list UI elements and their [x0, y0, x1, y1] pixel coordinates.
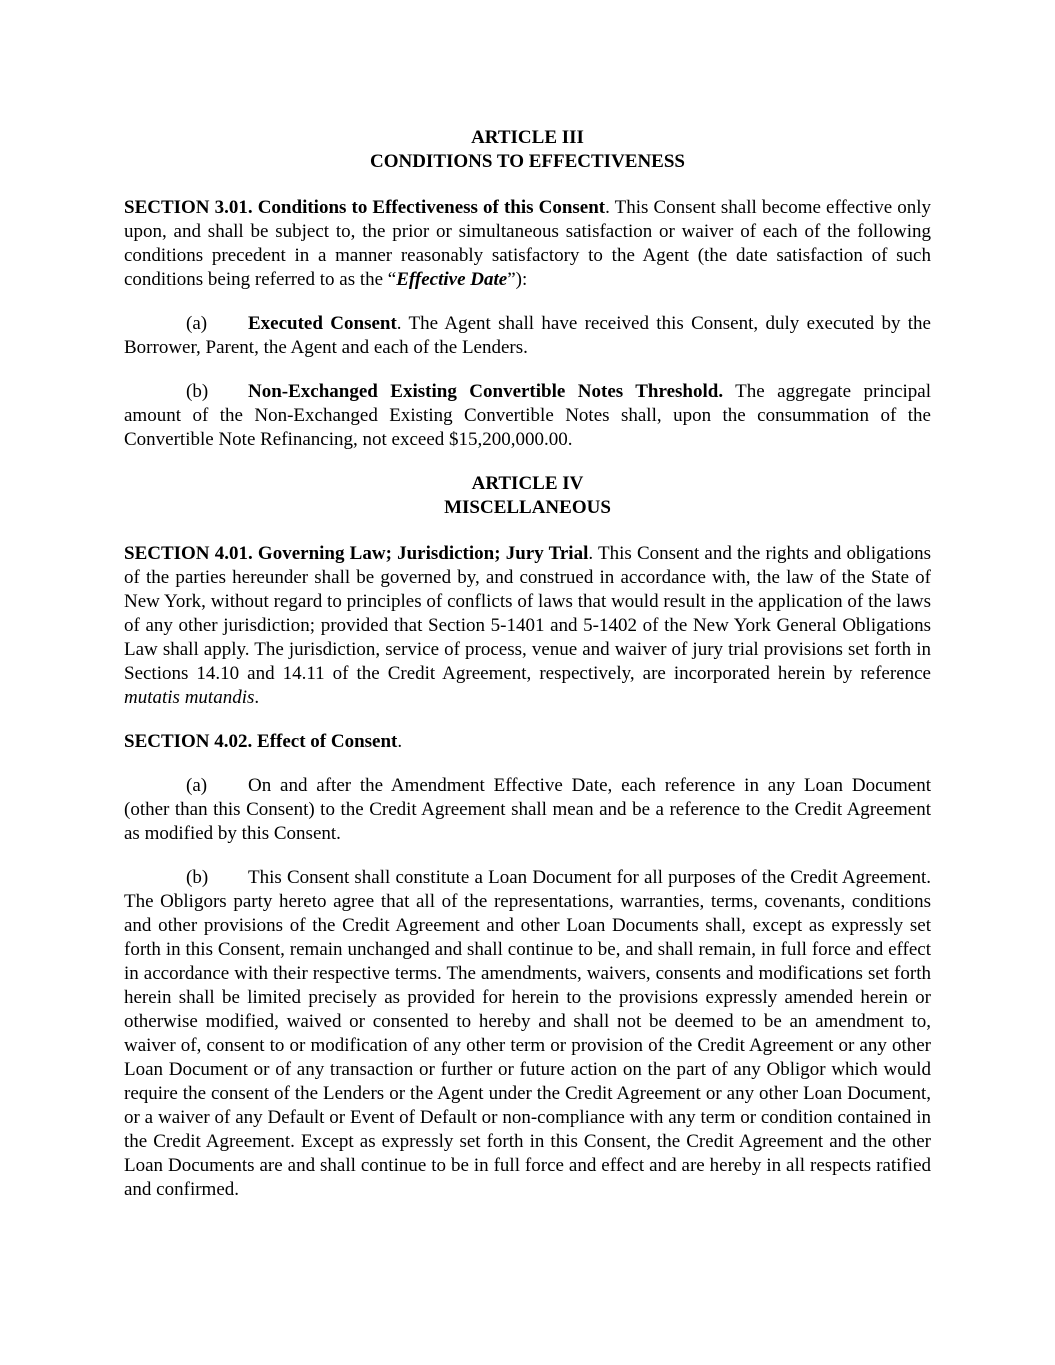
section-3-01-b-paragraph — [124, 380, 931, 452]
section-3-01-text: . This Consent shall become effective only upon, and shall be subject to, the prior or simultaneous satisfaction or waiver of each of the following conditions precedent in a manner reasonably satisfactory to the Agent (the date satisfaction of such conditions being referred to as the “ — [124, 197, 932, 290]
article-4-subtitle: MISCELLANEOUS — [444, 497, 611, 518]
clause-text: The aggregate principal amount of the Non-Exchanged Existing Convertible Notes shall, upon the consummation of the Convertible Note Refinancing, not exceed $15,200,000.00. — [124, 381, 931, 450]
section-4-01-end: . — [254, 687, 260, 708]
clause-heading: Executed Consent — [248, 313, 397, 334]
section-4-02-heading-end: . — [397, 731, 403, 752]
article-4-heading — [124, 472, 931, 520]
section-4-02-a-paragraph — [124, 774, 931, 846]
clause-text: On and after the Amendment Effective Date, each reference in any Loan Document (other than this Consent) to the Credit Agreement shall mean and be a reference to the Credit Agreement as modified by this Consent. — [124, 775, 931, 844]
clause-text: This Consent shall constitute a Loan Document for all purposes of the Credit Agreement. The Obligors party hereto agree that all of the representations, warranties, terms, covenants, conditions and other provisions of the Credit Agreement and other Loan Documents shall, except as expressly set forth in this Consent, remain unchanged and shall continue to be, and shall remain, in full force and effect in accordance with their respective terms. The amendments, waivers, consents and modifications set forth herein shall be limited precisely as provided for herein to the provisions expressly amended herein or otherwise modified, waived or consented to hereby and shall not be deemed to be an amendment to, waiver of, consent to or modification of any other term or provision of the Credit Agreement or any other Loan Document or of any transaction or further or future action on the part of any Obligor which would require the consent of the Lenders or the Agent under the Credit Agreement or any other Loan Document, or a waiver of any Default or Event of Default or non-compliance with any term or condition contained in the Credit Agreement. Except as expressly set forth in this Consent, the Credit Agreement and the other Loan Documents are and shall continue to be in full force and effect and are hereby in all respects ratified and confirmed. — [124, 867, 931, 1200]
article-4-title: ARTICLE IV — [471, 473, 584, 494]
section-4-02-heading-paragraph — [124, 730, 931, 754]
section-4-01-heading: SECTION 4.01. Governing Law; Jurisdiction; Jury Trial — [124, 543, 589, 564]
article-3-subtitle: CONDITIONS TO EFFECTIVENESS — [369, 151, 685, 172]
document-page — [124, 126, 931, 1222]
effective-date-term: Effective Date — [396, 269, 508, 290]
section-3-01-paragraph — [124, 196, 931, 292]
article-3-heading — [124, 126, 931, 174]
clause-marker: (a) — [186, 775, 208, 796]
section-3-01-heading: SECTION 3.01. Conditions to Effectiveness of this Consent — [124, 197, 606, 218]
section-4-01-text: . This Consent and the rights and obligations of the parties hereunder shall be governed by, and construed in accordance with, the law of the State of New York, without regard to principles of conflicts of laws that would result in the application of the laws of any other jurisdiction; provided that Section 5-1401 and 5-1402 of the New York General Obligations Law shall apply. The jurisdiction, service of process, venue and waiver of jury trial provisions set forth in Sections 14.10 and 14.11 of the Credit Agreement, respectively, are incorporated herein by reference — [124, 543, 932, 684]
clause-marker: (a) — [186, 313, 208, 334]
article-3-title: ARTICLE III — [471, 127, 584, 148]
clause-marker: (b) — [186, 381, 209, 402]
clause-text: . The Agent shall have received this Consent, duly executed by the Borrower, Parent, the Agent and each of the Lenders. — [124, 313, 931, 358]
section-4-02-heading: SECTION 4.02. Effect of Consent — [124, 731, 398, 752]
section-4-02-b-paragraph — [124, 866, 931, 1202]
mutatis-mutandis: mutatis mutandis — [124, 687, 255, 708]
section-3-01-a-paragraph — [124, 312, 931, 360]
section-3-01-text-end: ”): — [507, 269, 528, 290]
section-4-01-paragraph — [124, 542, 931, 710]
clause-heading: Non-Exchanged Existing Convertible Notes Threshold. — [248, 381, 724, 402]
clause-marker: (b) — [186, 867, 209, 888]
